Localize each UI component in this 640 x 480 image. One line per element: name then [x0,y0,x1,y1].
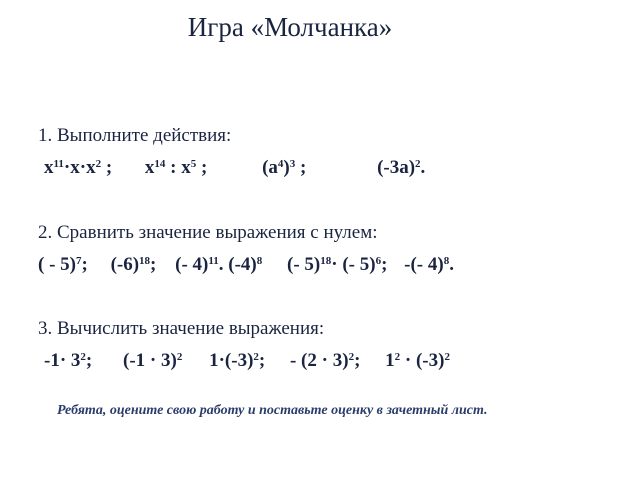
task-1-expressions [44,157,425,179]
task-3-label: 3. Вычислить значение выражения: [38,318,325,339]
expr-2e: -(- 4)$^8$. [404,254,454,275]
expr-3c: $1\cdot(-3)^2$; [209,350,266,371]
expr-2d: (- 5)$^{18}$· (- 5)$^6$; [287,254,388,275]
expr-3e: $1^2 \cdot (-3)^2$ [385,350,450,371]
expr-1a: $x^{11}\cdot x\cdot x^2$ ; [44,157,113,178]
expr-2c: (- 4)$^{11}$. $(-4)^8$ [175,254,263,275]
expr-1c: $(a^4)^3$ ; [262,157,307,178]
expr-3a: $-1\cdot 3^2$; [44,350,93,371]
task-1-label: 1. Выполните действия: [38,125,232,146]
expr-1d: $(-3a)^2$. [377,157,426,178]
expr-2b: $(-6)^{18}$; [110,254,157,275]
expr-3d: - $(2 \cdot 3)^2$; [289,350,361,371]
task-2-label: 2. Сравнить значение выражения с нулем: [38,222,378,243]
expr-2a: ( - 5)$^7$; [38,254,88,275]
instruction-note: Ребята, оцените свою работу и поставьте оценку в зачетный лист. [57,403,488,418]
task-2-expressions [38,254,454,276]
expr-3b: $(-1 \cdot 3)^2$ [123,350,183,371]
expr-1b: $x^{14}$ : $x^5$ ; [144,157,208,178]
task-3-expressions [44,350,450,372]
page-title: Игра «Молчанка» [187,12,393,42]
